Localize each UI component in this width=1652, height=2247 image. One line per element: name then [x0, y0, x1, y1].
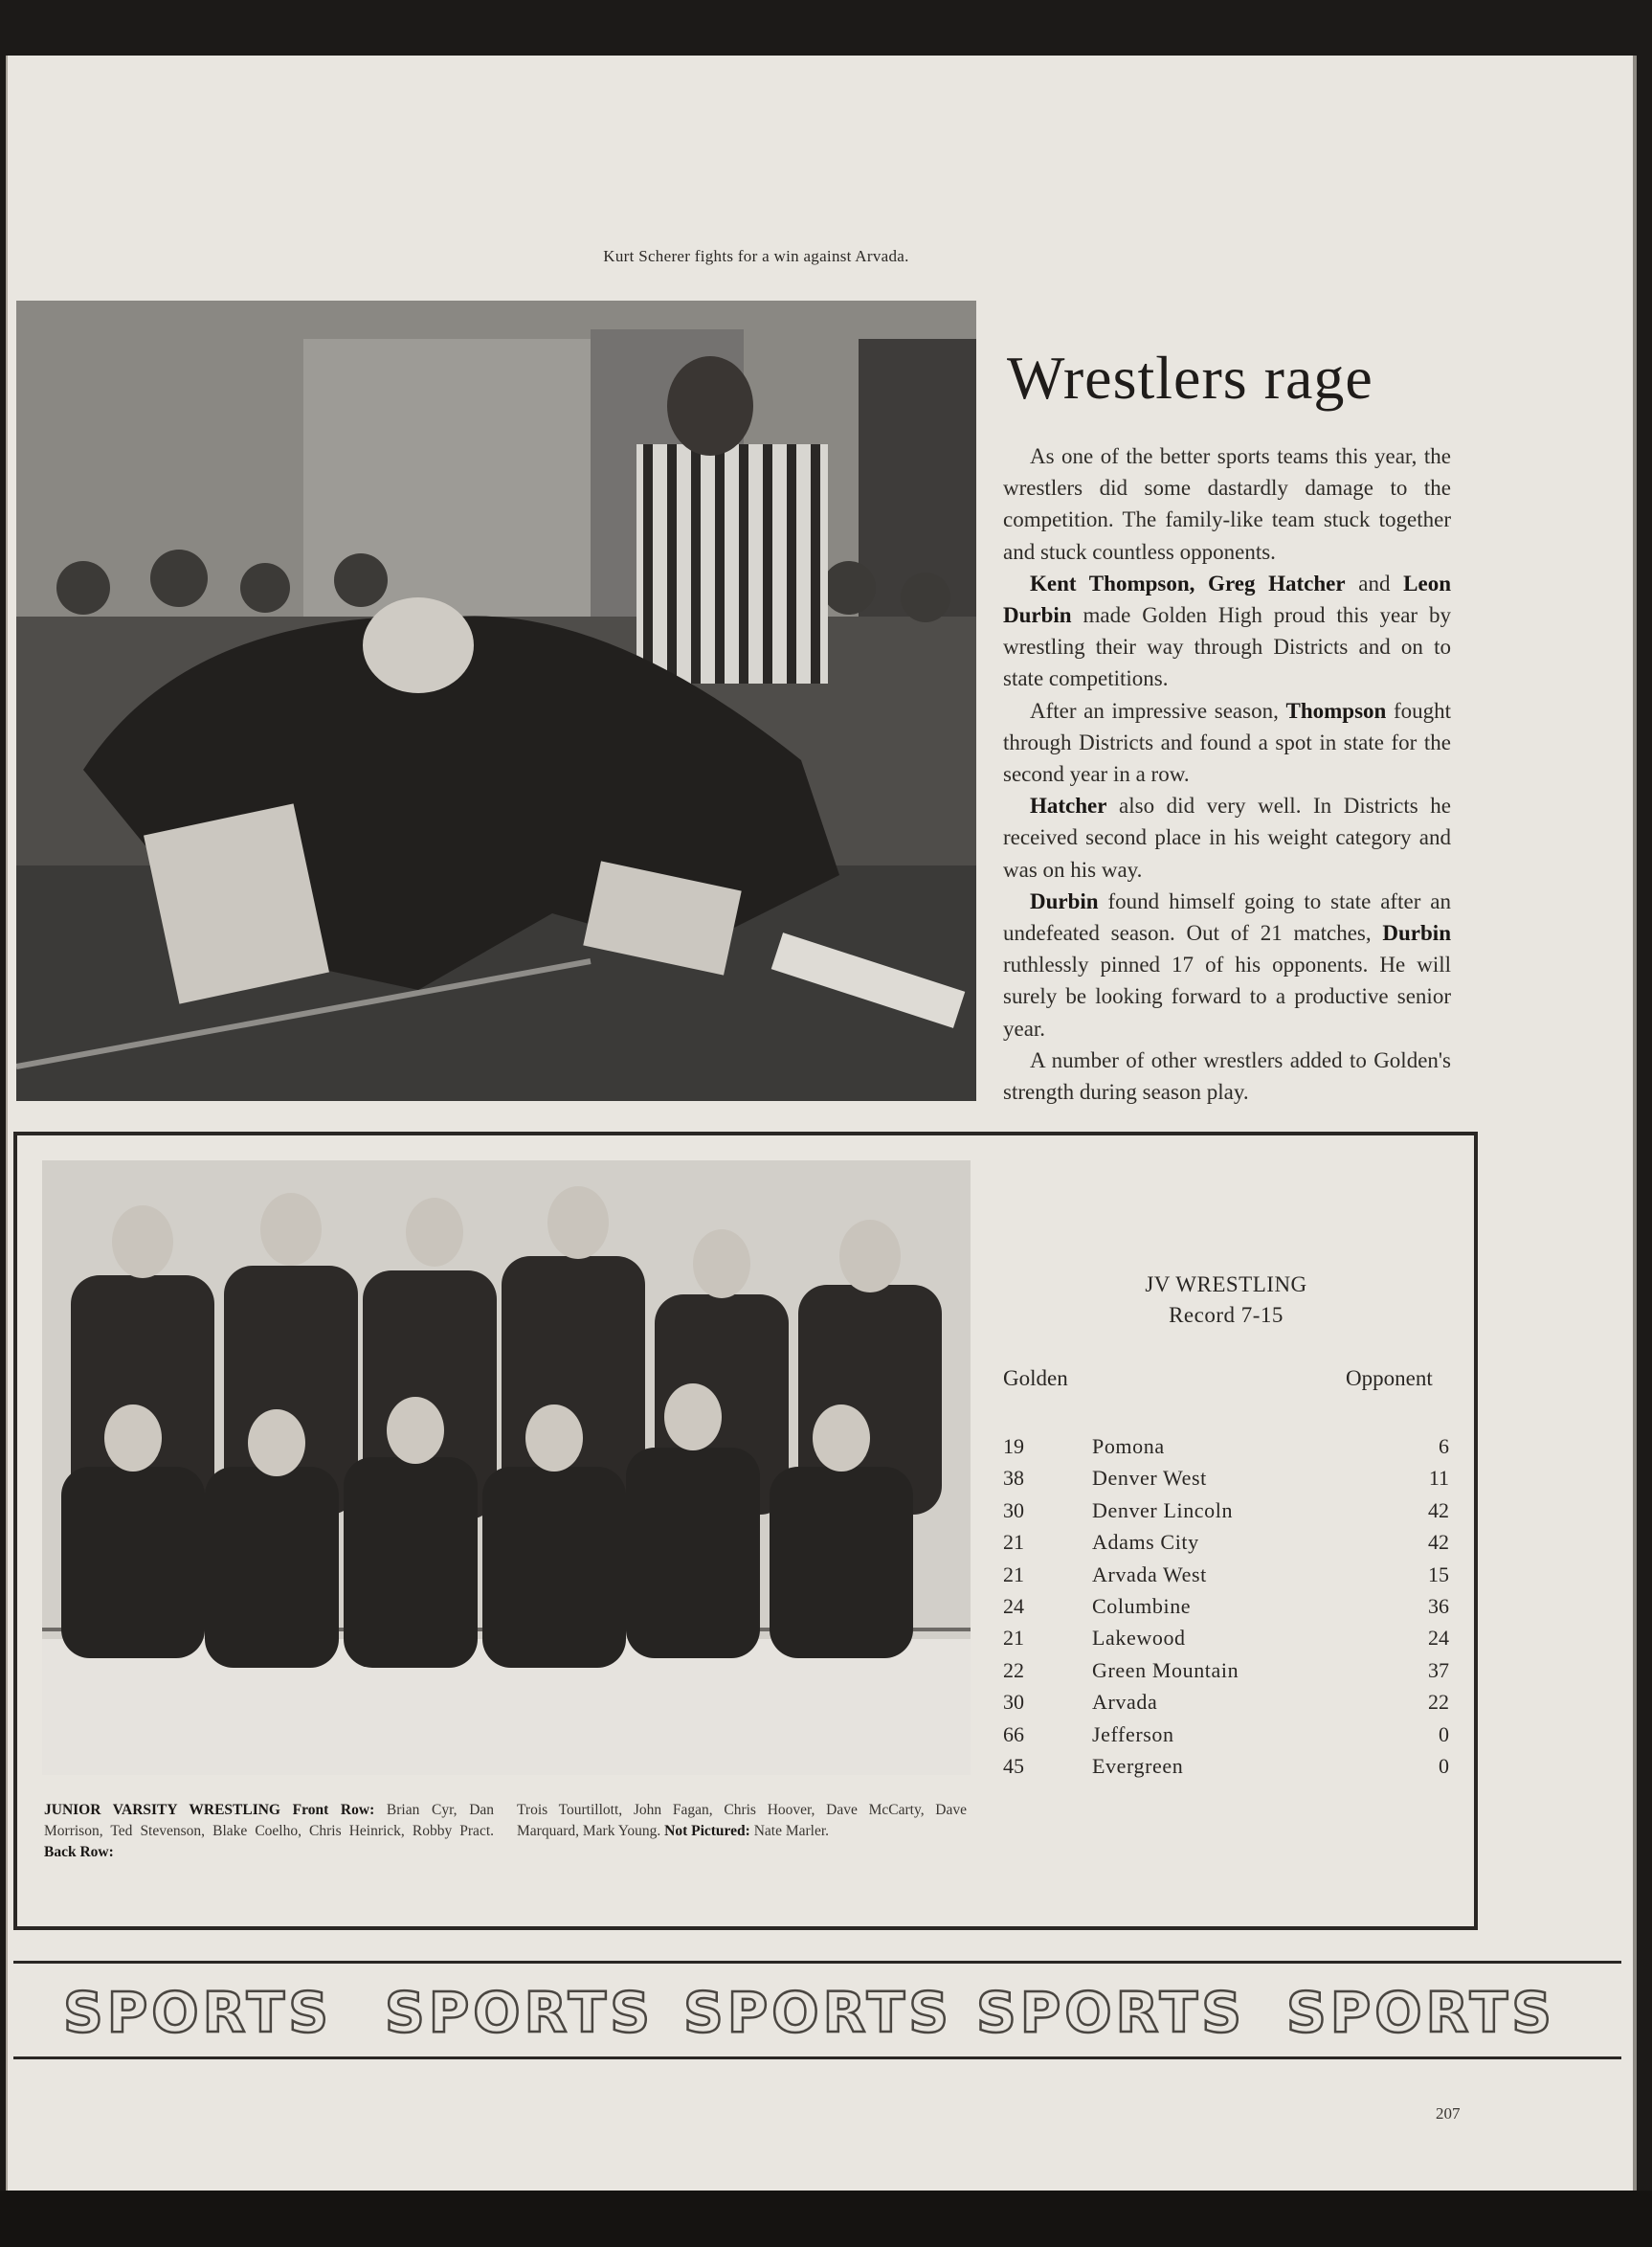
- opponent-score: 0: [1439, 1721, 1449, 1746]
- page-edge: [1633, 56, 1637, 2191]
- wrestling-action-photo: [16, 301, 976, 1101]
- opponent-name: Green Mountain: [1092, 1657, 1239, 1682]
- opponent-name: Columbine: [1092, 1593, 1192, 1618]
- article-paragraph: A number of other wrestlers added to Golden's strength during season play.: [1003, 1047, 1451, 1105]
- jv-title: JV WRESTLING: [1145, 1272, 1307, 1296]
- opponent-name: Evergreen: [1092, 1753, 1184, 1778]
- table-row: [1003, 1559, 1449, 1590]
- golden-score: 19: [1003, 1434, 1024, 1458]
- page-number: 207: [1436, 2104, 1461, 2123]
- golden-score: 21: [1003, 1530, 1024, 1555]
- table-row: [1003, 1750, 1449, 1782]
- opponent-score: 24: [1428, 1626, 1449, 1651]
- article-paragraph: Hatcher also did very well. In Districts he received second place in his weight category and was on his way.: [1003, 794, 1451, 882]
- banner-word: SPORTS: [385, 1980, 654, 2045]
- article-paragraph: Durbin found himself going to state after an undefeated season. Out of 21 matches, Durbin ruthlessly pinned 17 of his opponents. He will surely be looking forward to a productive senior year.: [1003, 888, 1451, 1041]
- schedule-table: [1003, 1430, 1449, 1782]
- opponent-score: 42: [1428, 1497, 1449, 1522]
- table-row: [1003, 1686, 1449, 1718]
- opponent-score: 42: [1428, 1530, 1449, 1555]
- golden-score: 66: [1003, 1721, 1024, 1746]
- opponent-name: Pomona: [1092, 1434, 1165, 1458]
- sports-banner: [13, 1963, 1621, 2055]
- opponent-name: Arvada West: [1092, 1562, 1207, 1586]
- jv-record: Record 7-15: [1169, 1303, 1284, 1327]
- opponent-name: Denver Lincoln: [1092, 1497, 1234, 1522]
- table-row: [1003, 1719, 1449, 1750]
- golden-score: 30: [1003, 1690, 1024, 1715]
- table-row: [1003, 1526, 1449, 1558]
- table-row: [1003, 1590, 1449, 1622]
- opponent-score: 15: [1428, 1562, 1449, 1586]
- table-row: [1003, 1430, 1449, 1462]
- banner-word: SPORTS: [1286, 1980, 1555, 2045]
- headline: Wrestlers rage: [1007, 344, 1373, 412]
- opponent-score: 11: [1428, 1466, 1449, 1491]
- column-opponent: Opponent: [1346, 1366, 1433, 1390]
- scan-border-bottom: [0, 2191, 1652, 2247]
- opponent-name: Adams City: [1092, 1530, 1199, 1555]
- opponent-score: 0: [1439, 1753, 1449, 1778]
- golden-score: 21: [1003, 1626, 1024, 1651]
- golden-score: 21: [1003, 1562, 1024, 1586]
- jv-team-photo: [42, 1160, 971, 1775]
- opponent-name: Denver West: [1092, 1466, 1207, 1491]
- table-row: [1003, 1462, 1449, 1494]
- opponent-score: 6: [1439, 1434, 1449, 1458]
- article-paragraph: Kent Thompson, Greg Hatcher and Leon Durbin made Golden High proud this year by wrestling their way through Districts and on to state competitions.: [1003, 571, 1451, 691]
- opponent-score: 36: [1428, 1593, 1449, 1618]
- banner-word: SPORTS: [63, 1980, 332, 2045]
- golden-score: 45: [1003, 1753, 1024, 1778]
- banner-rule-bottom: [13, 2056, 1621, 2059]
- golden-score: 30: [1003, 1497, 1024, 1522]
- team-caption-right: Trois Tourtillott, John Fagan, Chris Hoover, Dave McCarty, Dave Marquard, Mark Young. Not Pictured: Nate Marler.: [517, 1802, 967, 1839]
- opponent-score: 22: [1428, 1690, 1449, 1715]
- table-row: [1003, 1654, 1449, 1686]
- golden-score: 38: [1003, 1466, 1024, 1491]
- table-row: [1003, 1494, 1449, 1526]
- article-body: [1003, 440, 1451, 1108]
- opponent-score: 37: [1428, 1657, 1449, 1682]
- article-paragraph: As one of the better sports teams this year, the wrestlers did some dastardly damage to the competition. The family-like team stuck together and stuck countless opponents.: [1003, 444, 1451, 564]
- opponent-name: Lakewood: [1092, 1626, 1186, 1651]
- golden-score: 24: [1003, 1593, 1024, 1618]
- team-caption-left: JUNIOR VARSITY WRESTLING Front Row: Brian Cyr, Dan Morrison, Ted Stevenson, Blake Coelho, Chris Heinrick, Robby Pract. Back Row:: [44, 1802, 495, 1860]
- table-row: [1003, 1622, 1449, 1653]
- opponent-name: Jefferson: [1092, 1721, 1174, 1746]
- opponent-name: Arvada: [1092, 1690, 1158, 1715]
- jv-heading: [1049, 1270, 1403, 1331]
- photo-caption: Kurt Scherer fights for a win against Arvada.: [603, 247, 909, 265]
- article-paragraph: After an impressive season, Thompson fought through Districts and found a spot in state for the second year in a row.: [1003, 698, 1451, 787]
- banner-word: SPORTS: [976, 1980, 1245, 2045]
- golden-score: 22: [1003, 1657, 1024, 1682]
- column-golden: Golden: [1003, 1366, 1068, 1390]
- banner-word: SPORTS: [683, 1980, 952, 2045]
